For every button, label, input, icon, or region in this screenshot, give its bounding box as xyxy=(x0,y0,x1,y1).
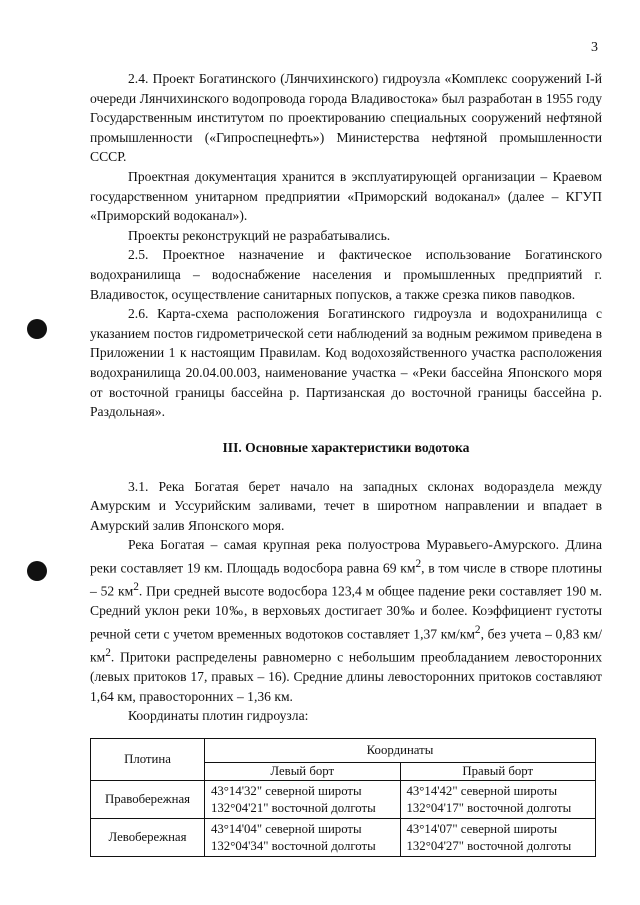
binder-hole-bottom xyxy=(27,561,47,581)
dam-coordinates-table xyxy=(90,738,596,857)
paragraph-river-description xyxy=(90,535,602,706)
dam-name: Правобережная xyxy=(91,780,205,818)
paragraph-coordinates-intro: Координаты плотин гидроузла: xyxy=(128,708,309,724)
paragraph-3-1: 3.1. Река Богатая берет начало на западных склонах водораздела между Амурским и Уссурийским заливами, течет в широтном направлении и впадает в Амурский залив Японского моря. xyxy=(90,478,602,533)
paragraph-2-4: 2.4. Проект Богатинского (Лянчихинского) гидроузла «Комплекс сооружений I-й очереди Лянчихинского водопровода города Владивостока» был разработан в 1955 году Государственным институтом по проектированию специальных сооружений нефтяной промышленности («Гипроспецнефть») Министерства нефтяной промышленности СССР. xyxy=(90,71,602,165)
river-text-5: . Притоки распределены равномерно с небольшим преобладанием левосторонних (левых притоков 17, правых – 16). Средние длины левосторонних притоков составляют 1,64 км, правосторонних – 1,36 км. xyxy=(90,649,602,704)
latitude: 43°14'07" северной широты xyxy=(406,821,558,836)
river-text-4: , без учета – 0,83 км/км xyxy=(90,626,602,665)
table-header-row xyxy=(91,738,596,762)
river-text-3: . При средней высоте водосбора 123,4 м общее падение реки составляет 190 м. Средний уклон реки 10‰, в верховьях достигает 30‰ и более. Коэффициент густоты речной сети с учетом временных водотоков составляет 1,37 км/км xyxy=(90,583,602,642)
latitude: 43°14'42" северной широты xyxy=(406,783,558,798)
paragraph-documentation: Проектная документация хранится в эксплуатирующей организации – Краевом государственном унитарном предприятии «Приморский водоканал» (далее – КГУП «Приморский водоканал»). xyxy=(90,168,602,224)
section-title: III. Основные характеристики водотока xyxy=(222,439,470,455)
table-row xyxy=(91,780,596,818)
left-bank-coords xyxy=(205,818,401,856)
header-coordinates: Координаты xyxy=(205,738,596,762)
header-dam: Плотина xyxy=(91,738,205,780)
right-bank-coords xyxy=(400,780,596,818)
latitude: 43°14'32" северной широты xyxy=(211,783,362,798)
river-text-1: Река Богатая – самая крупная река полуострова Муравьего-Амурского. Длина реки составляет 19 км. Площадь водосбора равна 69 км xyxy=(90,537,602,576)
superscript-2: 2 xyxy=(133,581,139,594)
paragraph-2-6: 2.6. Карта-схема расположения Богатинского гидроузла и водохранилища с указанием постов гидрометрической сети наблюдений за водным режимом приведена в Приложении 1 к настоящим Правилам. Код водохозяйственного участка расположения водохранилища 20.04.00.003, наименование участка – «Реки бассейна Японского моря от восточной границы бассейна р. Партизанская до восточной границы бассейна р. Раздольная». xyxy=(90,306,602,420)
longitude: 132°04'21" восточной долготы xyxy=(211,800,376,815)
table-row xyxy=(91,818,596,856)
latitude: 43°14'04" северной широты xyxy=(211,821,362,836)
superscript-3: 2 xyxy=(474,623,481,636)
longitude: 132°04'17" восточной долготы xyxy=(406,800,572,815)
river-text-2: , в том числе в створе плотины – 52 км xyxy=(90,560,602,599)
superscript-4: 2 xyxy=(105,647,111,660)
page-number: 3 xyxy=(591,40,598,55)
paragraph-reconstruction: Проекты реконструкций не разрабатывались. xyxy=(128,227,391,243)
header-right-bank: Правый борт xyxy=(400,762,596,780)
binder-hole-top xyxy=(27,319,47,339)
paragraph-2-5: 2.5. Проектное назначение и фактическое использование Богатинского водохранилища – водоснабжение населения и промышленных предприятий г. Владивосток, осуществление санитарных попусков, а также срезка пиков паводков. xyxy=(90,247,602,302)
dam-name: Левобережная xyxy=(91,818,205,856)
right-bank-coords xyxy=(400,818,596,856)
longitude: 132°04'27" восточной долготы xyxy=(406,838,572,853)
left-bank-coords xyxy=(205,780,401,818)
superscript-1: 2 xyxy=(415,558,422,571)
document-body xyxy=(90,69,602,857)
header-left-bank: Левый борт xyxy=(205,762,401,780)
longitude: 132°04'34" восточной долготы xyxy=(211,838,376,853)
